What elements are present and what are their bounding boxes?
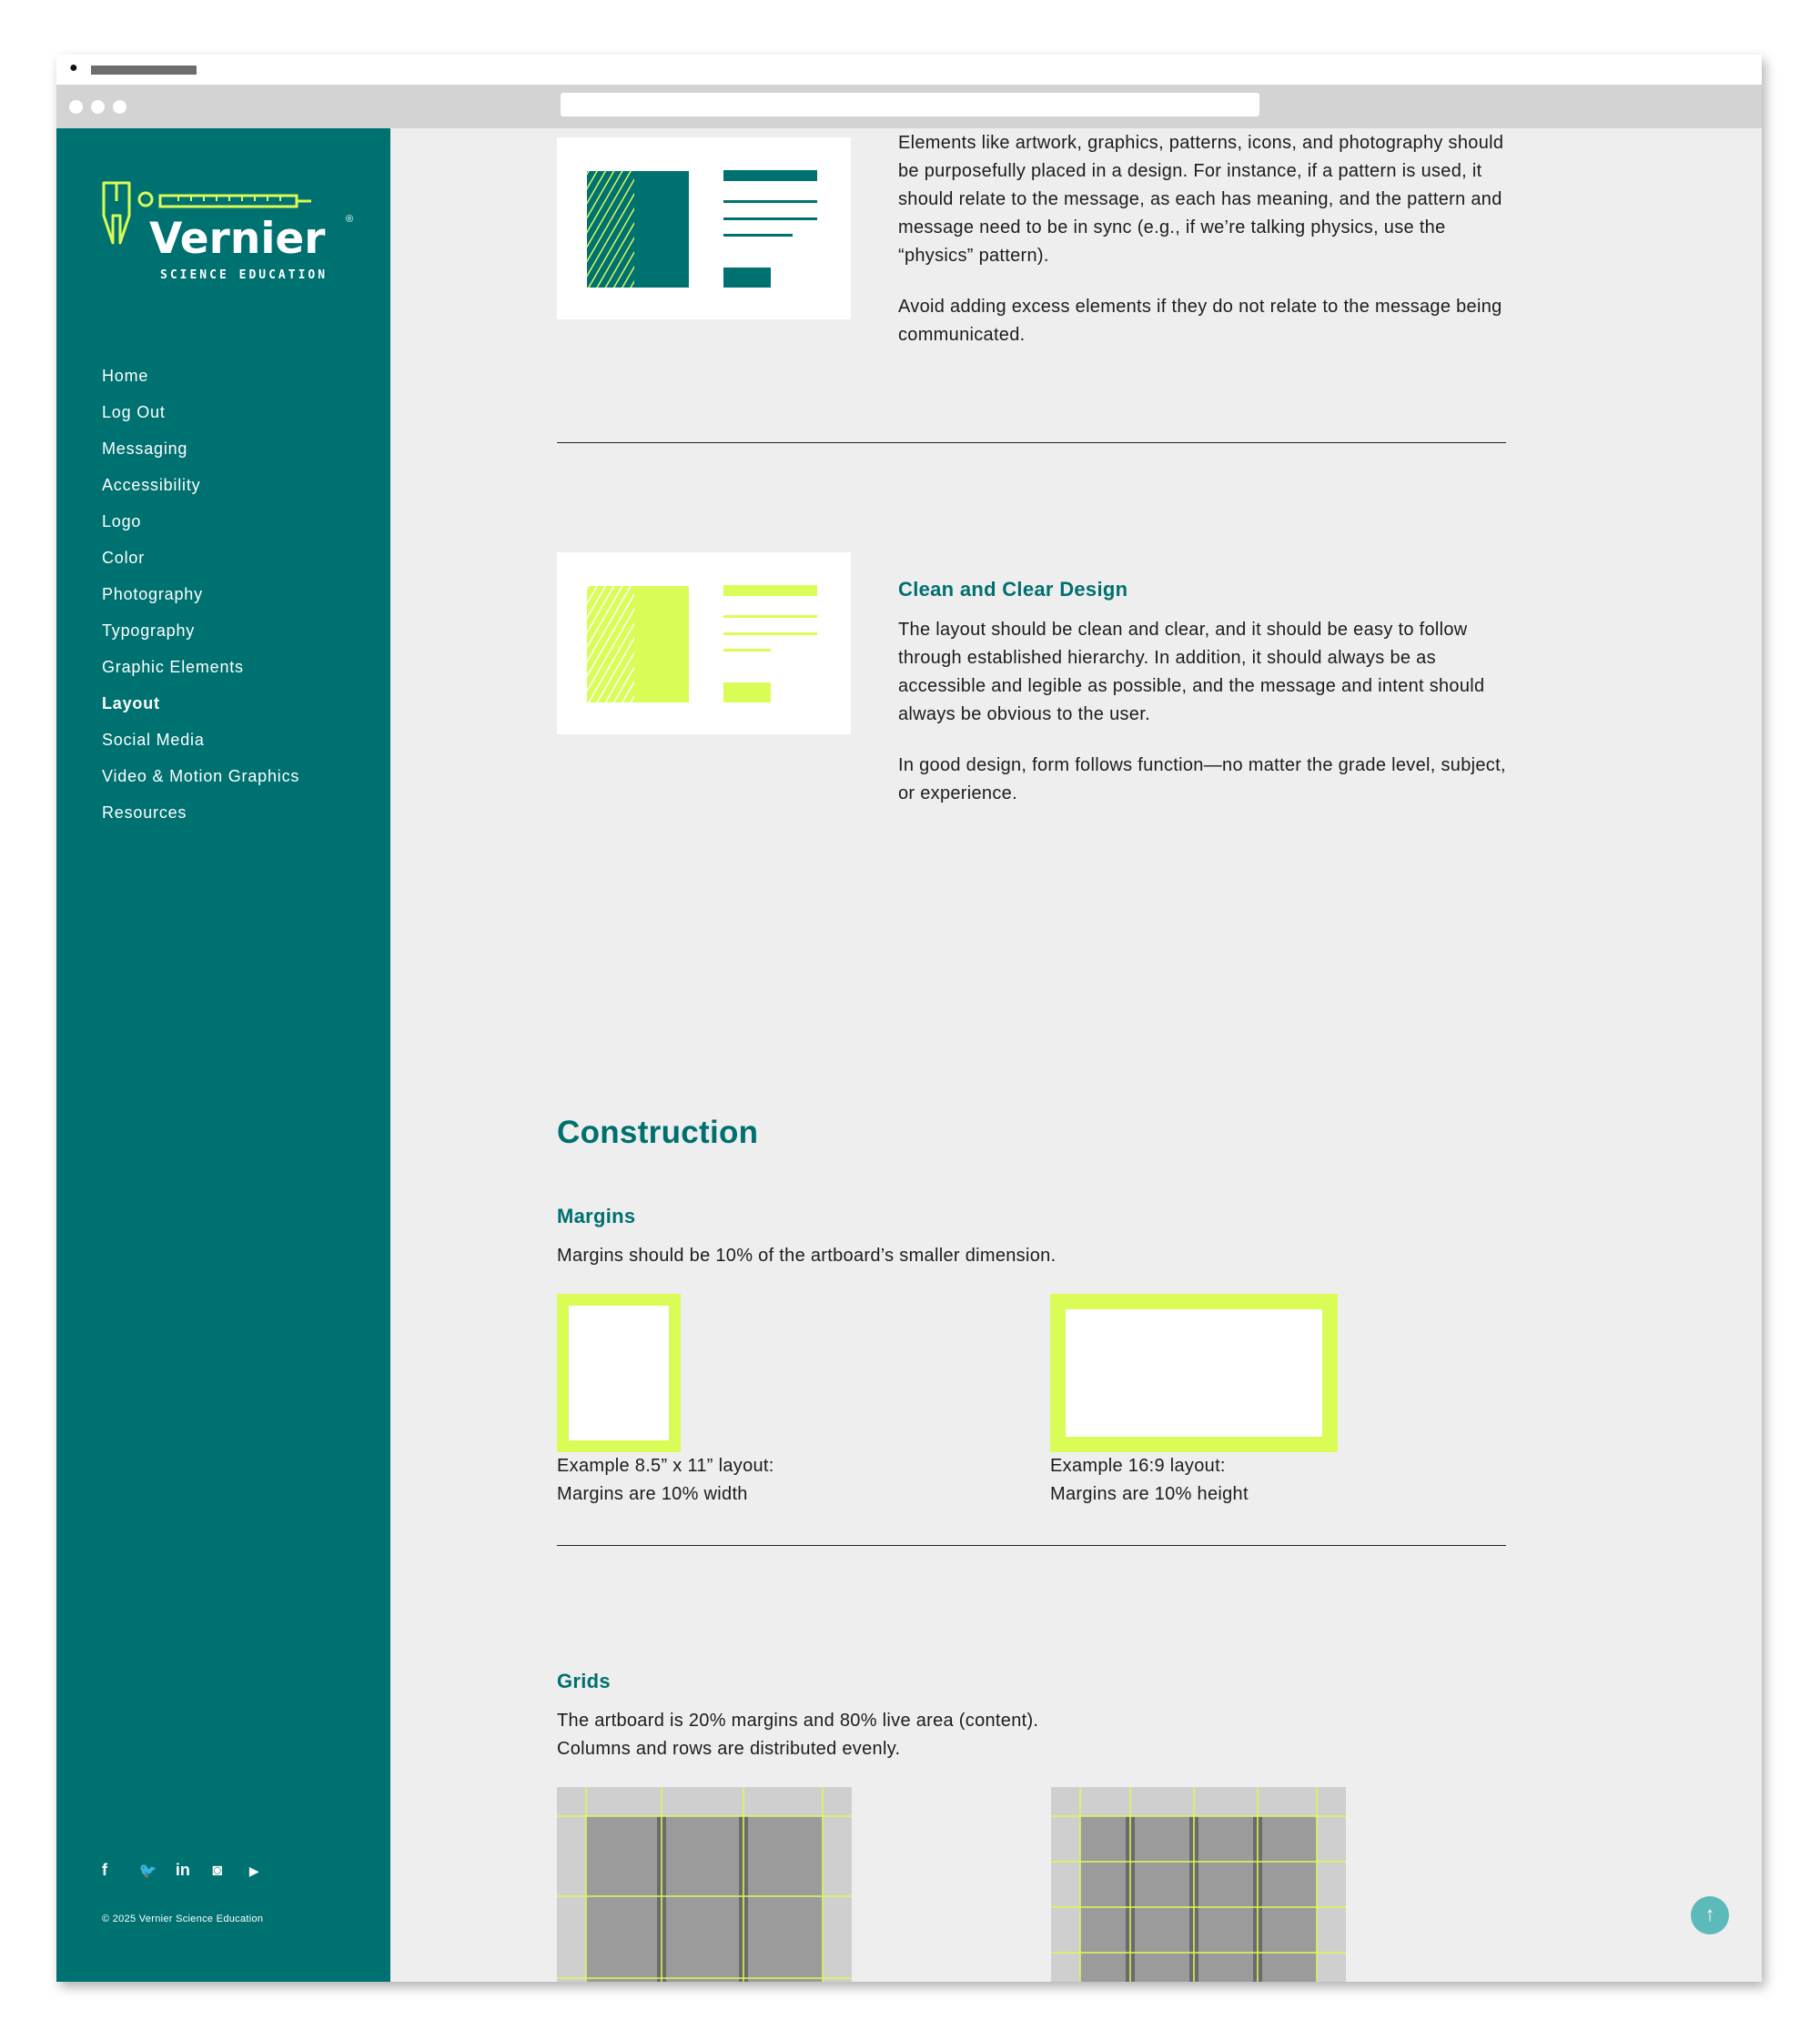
clean-paragraph-1: The layout should be clean and clear, and it should be easy to follow through established hierarchy. In addition, it should always be as accessible and legible as possible, and the message and intent should always be obvious to the user.	[898, 620, 1485, 724]
browser-toolbar	[56, 85, 1762, 128]
logo-wordmark: Vernier	[149, 214, 326, 264]
sidebar-item-social-media[interactable]: Social Media	[102, 731, 205, 749]
grids-description	[557, 1707, 1038, 1763]
zoom-dot[interactable]	[113, 100, 126, 114]
wide-example-line-2: Margins are 10% height	[1050, 1484, 1249, 1504]
os-menubar	[56, 55, 1762, 85]
social-links	[102, 1861, 282, 1883]
elements-illustration	[557, 137, 851, 319]
sidebar-nav	[102, 358, 299, 831]
clean-paragraph-2: In good design, form follows function—no matter the grade level, subject, or experience.	[898, 755, 1506, 803]
ruler-icon	[133, 185, 315, 217]
twitter-icon[interactable]: 🐦	[138, 1863, 157, 1879]
sidebar-item-graphic-elements[interactable]: Graphic Elements	[102, 658, 244, 676]
close-dot[interactable]	[69, 100, 83, 114]
sidebar-item-accessibility[interactable]: Accessibility	[102, 476, 201, 494]
elements-paragraph-2: Avoid adding excess elements if they do not relate to the message being communicated.	[898, 297, 1502, 345]
main-content	[390, 128, 1762, 1982]
wide-example-caption	[1050, 1452, 1249, 1509]
letter-margin-example	[557, 1294, 681, 1452]
sidebar-item-log-out[interactable]: Log Out	[102, 403, 166, 421]
copyright-text: © 2025 Vernier Science Education	[102, 1914, 264, 1924]
grids-heading: Grids	[557, 1670, 611, 1692]
browser-window	[56, 55, 1762, 1982]
sidebar-item-video-motion-graphics[interactable]: Video & Motion Graphics	[102, 767, 300, 785]
address-bar[interactable]	[561, 93, 1259, 116]
layout-diagram-teal	[557, 137, 851, 319]
section-divider-2	[557, 1545, 1506, 1546]
layout-diagram-lime	[557, 552, 851, 734]
grids-line-1: The artboard is 20% margins and 80% live area (content).	[557, 1711, 1039, 1731]
sidebar-item-resources[interactable]: Resources	[102, 803, 187, 822]
sidebar-item-messaging[interactable]: Messaging	[102, 439, 188, 458]
sidebar	[56, 128, 390, 1982]
minimize-dot[interactable]	[91, 100, 105, 114]
elements-paragraph-1: Elements like artwork, graphics, patterns, icons, and photography should be purposefully placed in a design. For instance, if a pattern is used, it should relate to the message, as each has meaning, and the pattern and message need to be in sync (e.g., if we’re talking physics, use the “physics” pattern).	[898, 133, 1504, 266]
grids-line-2: Columns and rows are distributed evenly.	[557, 1739, 901, 1759]
letter-example-caption	[557, 1452, 774, 1509]
letter-example-line-2: Margins are 10% width	[557, 1484, 748, 1504]
apple-icon[interactable]: ●	[69, 60, 78, 76]
sidebar-item-logo[interactable]: Logo	[102, 512, 142, 530]
logo-registered-mark: ®	[346, 214, 354, 225]
facebook-icon[interactable]: f	[102, 1861, 107, 1879]
sidebar-item-layout[interactable]: Layout	[102, 694, 160, 712]
clean-design-heading: Clean and Clear Design	[898, 578, 1128, 601]
construction-heading: Construction	[557, 1115, 759, 1150]
margins-heading: Margins	[557, 1205, 636, 1227]
sidebar-item-photography[interactable]: Photography	[102, 585, 203, 603]
wide-margin-example	[1050, 1294, 1338, 1452]
menubar-placeholder	[91, 66, 197, 75]
sidebar-item-typography[interactable]: Typography	[102, 621, 196, 640]
grid-example-wide	[1051, 1787, 1346, 1982]
arrow-up-icon: ↑	[1704, 1903, 1715, 1925]
margins-description: Margins should be 10% of the artboard’s smaller dimension.	[557, 1246, 1057, 1266]
clean-text	[898, 616, 1517, 831]
section-divider	[557, 442, 1506, 443]
grid-example-letter	[557, 1787, 852, 1982]
youtube-icon[interactable]: ▶	[248, 1863, 259, 1878]
clean-illustration	[557, 552, 851, 734]
sidebar-item-color[interactable]: Color	[102, 549, 146, 567]
wide-example-line-1: Example 16:9 layout:	[1050, 1456, 1226, 1476]
elements-text	[898, 129, 1517, 372]
logo-tagline: SCIENCE EDUCATION	[160, 268, 329, 282]
sidebar-item-home[interactable]: Home	[102, 367, 149, 385]
linkedin-icon[interactable]: in	[175, 1861, 190, 1879]
vernier-logo[interactable]	[100, 179, 364, 298]
instagram-icon[interactable]: ◙	[212, 1861, 223, 1879]
back-to-top-button[interactable]	[1691, 1896, 1729, 1934]
letter-example-line-1: Example 8.5” x 11” layout:	[557, 1456, 774, 1476]
